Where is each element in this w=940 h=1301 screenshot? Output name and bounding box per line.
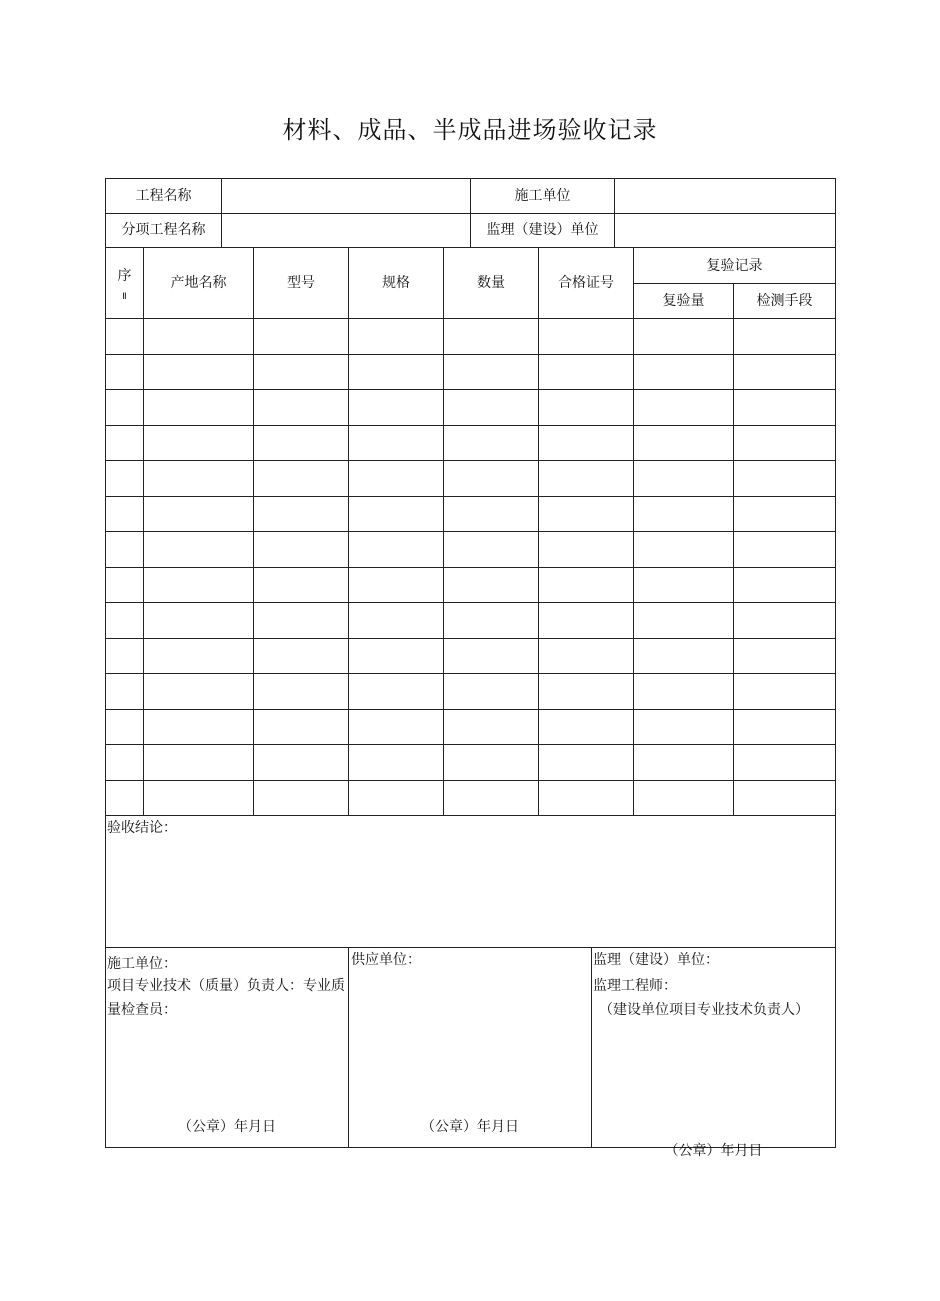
supplier-stamp-date: （公章）年月日	[421, 1119, 519, 1135]
col-model-header: 型号	[287, 275, 315, 291]
supervising-engineer-label: 监理工程师：	[593, 978, 677, 994]
project-name-label: 工程名称	[135, 188, 192, 204]
supplier-sign-label: 供应单位：	[351, 952, 421, 968]
supervisor-stamp-date: （公章）年月日	[664, 1143, 763, 1159]
col-spec-header: 规格	[382, 275, 410, 291]
col-retest-quantity-header: 复验量	[662, 293, 705, 309]
col-certificate-header: 合格证号	[558, 275, 614, 291]
conclusion-label: 验收结论：	[107, 820, 177, 836]
conclusion-field[interactable]	[106, 840, 835, 946]
col-seq-subscript: Ⅱ	[122, 292, 127, 302]
contractor-label: 施工单位	[514, 188, 571, 204]
contractor-stamp-date: （公章）年月日	[178, 1119, 276, 1135]
supervisor-sign-label: 监理（建设）单位：	[593, 952, 719, 968]
owner-technical-lead-label: （建设单位项目专业技术负责人）	[599, 1002, 809, 1018]
col-test-method-header: 检测手段	[756, 293, 813, 309]
contractor-responsible-label: 项目专业技术（质量）负责人：专业质量检查员：	[107, 978, 345, 1018]
col-retest-record-header: 复验记录	[706, 258, 763, 274]
contractor-sign-label: 施工单位：	[107, 956, 177, 972]
col-quantity-header: 数量	[477, 275, 505, 291]
col-seq-header: 序	[117, 268, 132, 284]
subproject-label: 分项工程名称	[121, 222, 206, 238]
supervisor-label: 监理（建设）单位	[486, 222, 599, 238]
col-origin-name-header: 产地名称	[170, 275, 227, 291]
page-title: 材料、成品、半成品进场验收记录	[282, 116, 658, 144]
